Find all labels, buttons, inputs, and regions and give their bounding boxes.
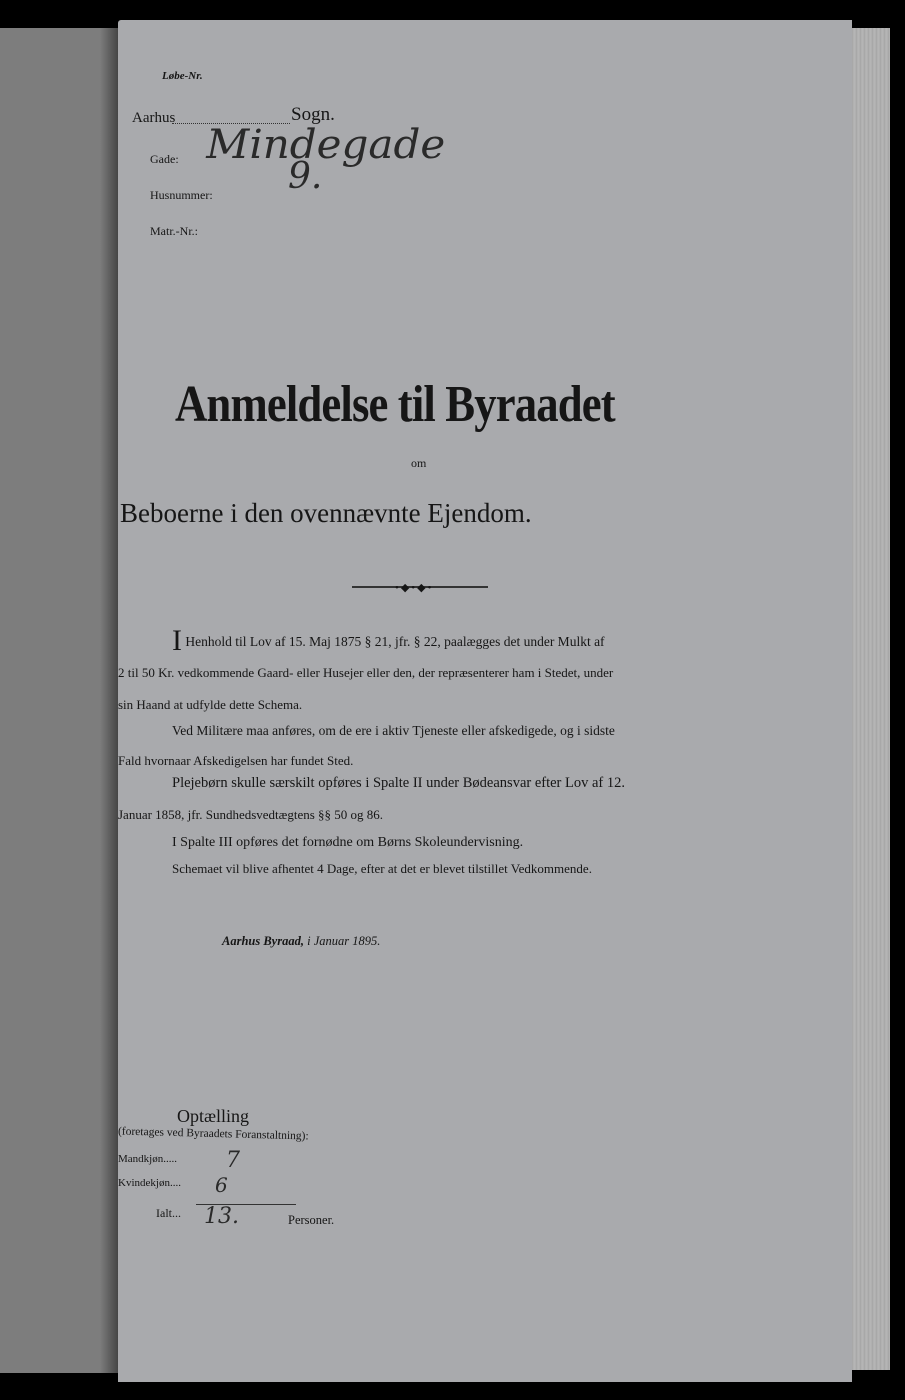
personer-label: Personer. [288,1213,335,1227]
kvindekjon-label: Kvindekjøn.... [118,1177,181,1189]
count-heading: Optælling [177,1106,250,1126]
lobe-nr-label: Løbe-Nr. [162,70,203,82]
paragraph-3-line-1: Plejebørn skulle særskilt opføres i Spalte II under Bødeansvar efter Lov af 12. [172,775,626,791]
left-page-edge [0,28,118,1373]
ialt-label: Ialt... [156,1206,181,1220]
husnummer-handwritten-value: 9. [288,156,323,197]
paragraph-text: Henhold til Lov af 15. Maj 1875 § 21, jfr. § 22, paalægges det under Mulkt af [185,634,605,649]
document-title: Anmeldelse til Byraadet [175,376,615,433]
book-gutter [100,28,118,1373]
gade-label: Gade: [150,152,179,166]
paragraph-1-line-2: 2 til 50 Kr. vedkommende Gaard- eller Husejer eller den, der repræsenterer ham i Stedet, under [118,665,614,680]
paragraph-4-line-1: I Spalte III opføres det fornødne om Børns Skoleundervisning. [172,835,524,850]
count-subheading: (foretages ved Byraadets Foranstaltning): [117,1125,309,1143]
matr-nr-label: Matr.-Nr.: [150,224,198,238]
kvindekjon-label-text: Kvindekjøn [118,1177,170,1189]
ialt-value: 13. [204,1204,239,1229]
ornament-dots: •◆•◆• [395,582,434,594]
paragraph-5-line-1: Schemaet vil blive afhentet 4 Dage, efter at det er blevet tilstillet Vedkommende. [172,861,592,876]
city-label: Aarhus [132,110,176,126]
paragraph-2-line-1: Ved Militære maa anføres, om de ere i aktiv Tjeneste eller afskedigede, og i sidste [172,723,615,738]
mandkjon-value: 7 [226,1148,240,1173]
mandkjon-label-text: Mandkjøn [118,1153,164,1165]
paragraph-1-line-3: sin Haand at udfylde dette Schema. [118,697,303,712]
husnummer-label: Husnummer: [150,188,213,202]
ialt-label-text: Ialt [156,1206,172,1220]
paragraph-3-line-2: Januar 1858, jfr. Sundhedsvedtægtens §§ 50 og 86. [118,807,384,822]
gade-handwritten-value: Mindegade [206,122,446,168]
paragraph-1-line-1 [172,624,605,657]
drop-cap: I [172,624,182,657]
page-stack-edge [848,28,890,1370]
kvindekjon-value: 6 [215,1173,228,1197]
paragraph-2-line-2: Fald hvornaar Afskedigelsen har fundet Sted. [118,753,354,768]
title-connector: om [411,456,427,470]
signature-line [222,934,380,949]
signature-text: Aarhus Byraad, [222,934,304,948]
signature-date: i Januar 1895. [307,934,381,948]
document-subtitle: Beboerne i den ovennævnte Ejendom. [120,498,532,528]
sogn-label: Sogn. [291,104,335,125]
mandkjon-label: Mandkjøn..... [118,1153,177,1165]
